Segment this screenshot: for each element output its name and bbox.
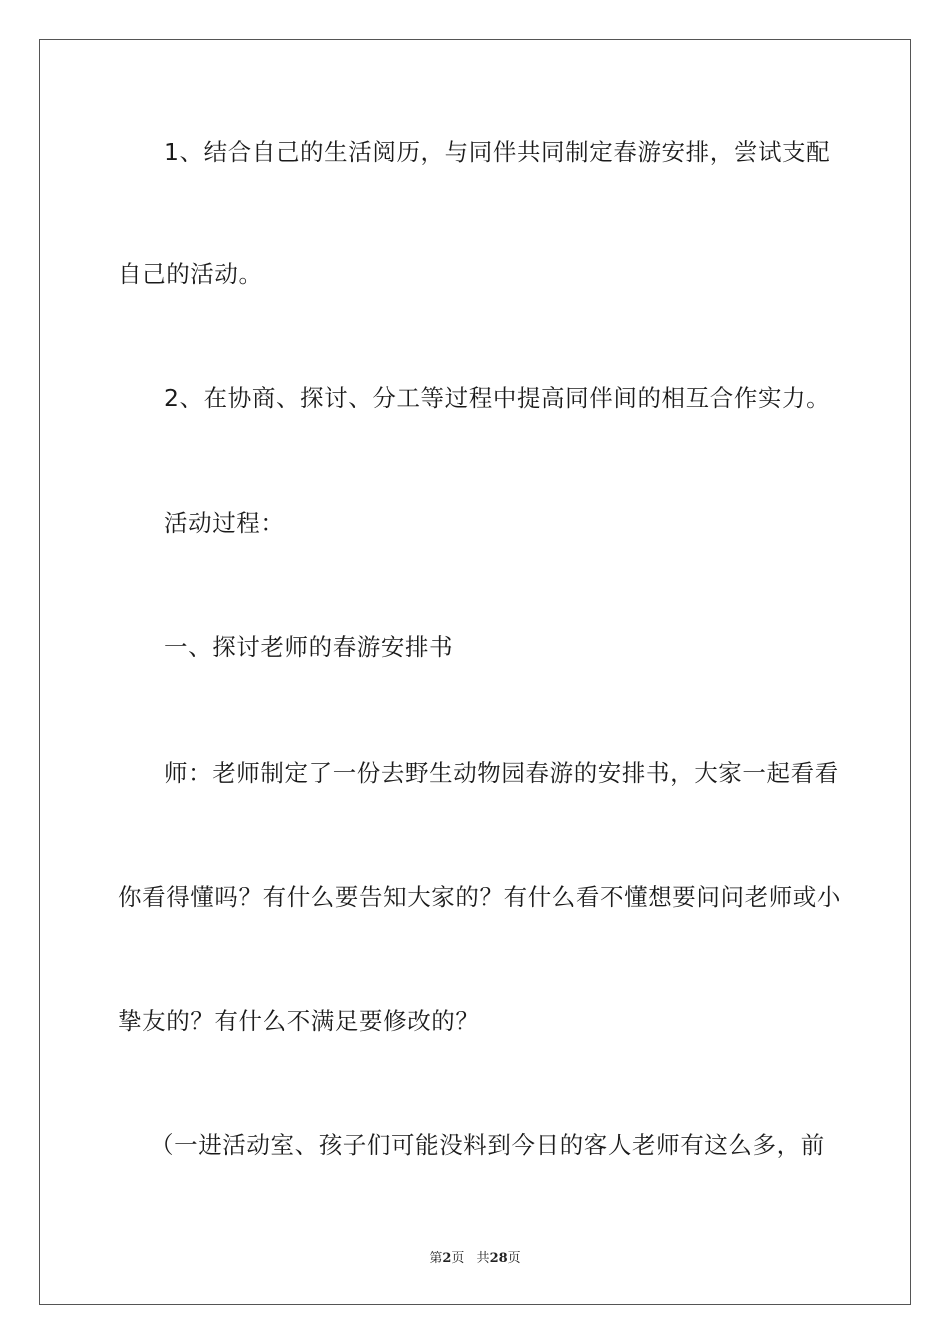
paragraph-line-9: （一进活动室、孩子们可能没料到今日的客人老师有这么多，前 bbox=[150, 1131, 825, 1159]
paragraph-line-8: 挚友的？有什么不满足要修改的？ bbox=[118, 1007, 480, 1035]
page-border bbox=[39, 39, 911, 1305]
paragraph-line-2: 自己的活动。 bbox=[118, 260, 263, 288]
total-pages-indicator: 共28页 bbox=[476, 1251, 521, 1266]
section-heading-discussion: 一、探讨老师的春游安排书 bbox=[164, 633, 454, 661]
page-indicator: 第2页 bbox=[429, 1251, 465, 1266]
paragraph-line-7: 你看得懂吗？有什么要告知大家的？有什么看不懂想要问问老师或小 bbox=[118, 883, 841, 911]
paragraph-line-3: 2、在协商、探讨、分工等过程中提高同伴间的相互合作实力。 bbox=[164, 384, 831, 412]
paragraph-line-1: 1、结合自己的生活阅历，与同伴共同制定春游安排，尝试支配 bbox=[164, 138, 831, 166]
section-heading-activity-process: 活动过程： bbox=[164, 509, 285, 537]
paragraph-line-6: 师：老师制定了一份去野生动物园春游的安排书，大家一起看看 bbox=[164, 759, 839, 787]
page-footer bbox=[0, 1247, 950, 1266]
